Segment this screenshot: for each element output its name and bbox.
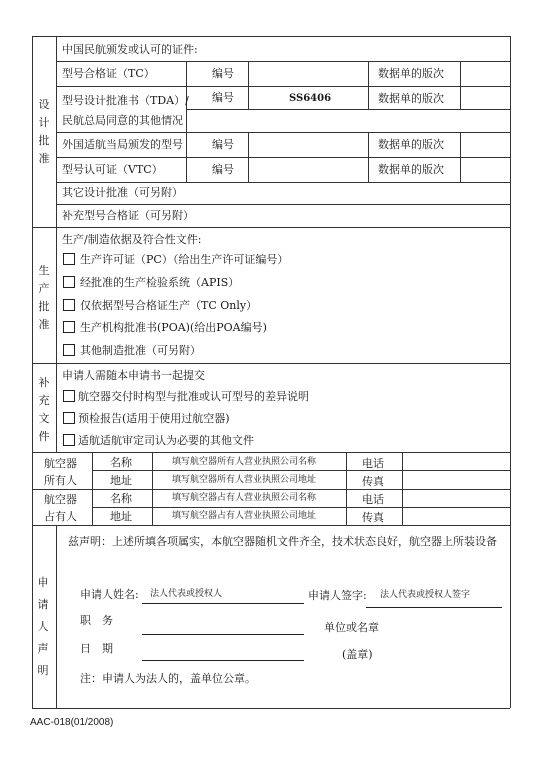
form-code: AAC-018(01/2008): [30, 717, 114, 728]
seal-label: (盖章): [342, 648, 373, 661]
design-header: 中国民航颁发或认可的证件:: [62, 43, 198, 56]
owner-fax-label: 传真: [362, 475, 384, 488]
tda-number-label: 编号: [212, 91, 234, 104]
declaration-statement: 兹声明：上述所填各项属实，本航空器随机文件齐全，技术状态良好，航空器上所装设备: [68, 535, 497, 548]
applicant-name-line: [142, 603, 304, 604]
occupant-label-1: 航空器: [44, 493, 77, 506]
tda-number-value[interactable]: SS6406: [288, 93, 332, 104]
other-docs-checkbox[interactable]: [63, 434, 75, 446]
occupant-bottom: [32, 525, 510, 526]
tc-label: 型号合格证（TC）: [62, 67, 155, 80]
occupant-name-label: 名称: [110, 492, 132, 505]
caac-other-label: 民航总局同意的其他情况: [62, 114, 183, 127]
apis-checkbox[interactable]: [63, 276, 75, 288]
tc-number-label: 编号: [212, 67, 234, 80]
tda-version-label: 数据单的版次: [378, 92, 444, 105]
occupant-addr-value[interactable]: 填写航空器占有人营业执照公司地址: [172, 511, 317, 521]
design-section-label: 设 计 批 准: [38, 98, 50, 165]
title-label: 职 务: [80, 614, 113, 627]
occupant-fax-label: 传真: [362, 511, 384, 524]
pc-option: 生产许可证（PC）（给出生产许可证编号）: [80, 253, 289, 266]
config-diff-checkbox[interactable]: [63, 390, 75, 402]
frame-bottom: [32, 708, 510, 709]
owner-label-2: 所有人: [44, 474, 77, 487]
owner-addr-label: 地址: [110, 474, 132, 487]
production-header: 生产/制造依据及符合性文件:: [62, 233, 202, 246]
foreign-number-label: 编号: [212, 138, 234, 151]
other-docs-option: 适航适航审定司认为必要的其他文件: [78, 434, 254, 447]
signature-label: 申请人签字:: [308, 589, 367, 602]
occupant-label-2: 占有人: [44, 510, 77, 523]
frame-top: [32, 36, 510, 37]
vtc-number-label: 编号: [212, 163, 234, 176]
owner-label-1: 航空器: [44, 457, 77, 470]
owner-phone-label: 电话: [362, 457, 384, 470]
occupant-name-value[interactable]: 填写航空器占有人营业执照公司名称: [172, 493, 317, 503]
owner-name-value[interactable]: 填写航空器所有人营业执照公司名称: [172, 457, 317, 467]
declaration-section-label: 申 请 人 声 明: [37, 576, 49, 677]
signature-line: [366, 607, 502, 608]
frame-right: [510, 36, 511, 708]
declaration-note: 注：申请人为法人的，盖单位公章。: [80, 672, 256, 685]
production-bottom: [32, 363, 510, 364]
tc-version-label: 数据单的版次: [378, 67, 444, 80]
tc-only-checkbox[interactable]: [63, 299, 75, 311]
precheck-checkbox[interactable]: [63, 412, 75, 424]
date-label: 日 期: [80, 642, 113, 655]
other-mfg-option: 其他制造批准（可另附）: [80, 344, 201, 357]
poa-checkbox[interactable]: [63, 321, 75, 333]
signature-value[interactable]: 法人代表或授权人签字: [380, 590, 471, 600]
supplement-header: 申请人需随本申请书一起提交: [62, 369, 205, 382]
label-divider-decl: [56, 525, 57, 708]
design-bottom: [32, 227, 510, 228]
supplement-section-label: 补 充 文 件: [38, 376, 50, 443]
precheck-option: 预检报告(适用于使用过航空器): [78, 412, 230, 425]
occupant-phone-label: 电话: [362, 493, 384, 506]
pc-checkbox[interactable]: [63, 253, 75, 265]
label-divider: [56, 36, 57, 452]
applicant-name-value[interactable]: 法人代表或授权人: [150, 589, 223, 599]
applicant-name-label: 申请人姓名:: [80, 588, 139, 601]
unit-label: 单位或名章: [324, 621, 379, 634]
title-line[interactable]: [142, 634, 304, 635]
owner-addr-value[interactable]: 填写航空器所有人营业执照公司地址: [172, 475, 317, 485]
other-mfg-checkbox[interactable]: [63, 344, 75, 356]
tda-label: 型号设计批准书（TDA）/: [62, 94, 189, 107]
poa-option: 生产机构批准书(POA)(给出POA编号): [80, 321, 267, 334]
production-section-label: 生 产 批 准: [38, 264, 50, 331]
tc-only-option: 仅依据型号合格证生产（TC Only）: [80, 299, 258, 312]
foreign-version-label: 数据单的版次: [378, 138, 444, 151]
vtc-label: 型号认可证（VTC）: [62, 163, 163, 176]
stc-label: 补充型号合格证（可另附）: [62, 209, 194, 222]
other-design-label: 其它设计批准（可另附）: [62, 186, 183, 199]
date-line[interactable]: [142, 660, 304, 661]
occupant-addr-label: 地址: [110, 510, 132, 523]
owner-name-label: 名称: [110, 456, 132, 469]
foreign-type-label: 外国适航当局颁发的型号: [62, 138, 183, 151]
apis-option: 经批准的生产检验系统（APIS）: [80, 276, 240, 289]
frame-left: [32, 36, 33, 708]
supplement-bottom: [32, 452, 510, 453]
vtc-version-label: 数据单的版次: [378, 163, 444, 176]
config-diff-option: 航空器交付时构型与批准或认可型号的差异说明: [78, 390, 309, 403]
